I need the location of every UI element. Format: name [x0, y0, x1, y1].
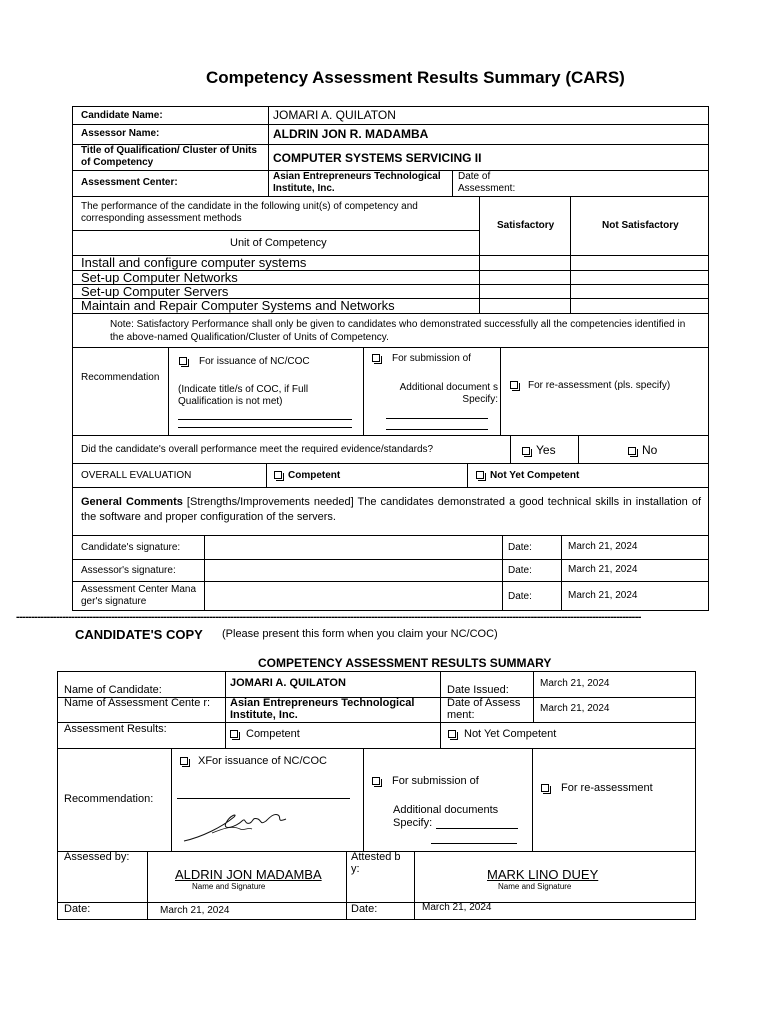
copy-date-value: March 21, 2024 [160, 905, 230, 916]
name-of-candidate-value: JOMARI A. QUILATON [230, 677, 346, 689]
issuance-option[interactable]: For issuance of NC/COC [179, 356, 310, 367]
copy-date-value: March 21, 2024 [422, 902, 492, 913]
checkbox-icon [510, 381, 518, 389]
checkbox-icon [476, 471, 484, 479]
recommendation-label: Recommendation [81, 372, 160, 383]
indicate-note: (Indicate title/s of COC, if Full Qualification is not met) [178, 384, 309, 407]
performance-question: Did the candidate's overall performance meet the required evidence/standards? [81, 444, 434, 455]
reassessment-option[interactable]: For re-assessment (pls. specify) [510, 380, 670, 391]
unit-row: Set-up Computer Servers [81, 284, 229, 299]
copy-additional-documents: Additional documents [393, 804, 499, 816]
date-value: March 21, 2024 [568, 541, 638, 552]
general-comments: General Comments [Strengths/Improvements needed] The candidates demonstrated a good technical skills in installation of the software and proper configuration of the servers. [81, 496, 701, 523]
unit-row: Set-up Computer Networks [81, 270, 238, 285]
candidates-copy-subheading: (Please present this form when you claim your NC/COC) [222, 628, 498, 640]
candidate-name-value: JOMARI A. QUILATON [273, 108, 396, 122]
name-of-candidate-label: Name of Candidate: [64, 684, 162, 696]
date-issued-label: Date Issued: [447, 684, 509, 696]
checkbox-icon [372, 777, 380, 785]
date-of-assessment-label: Date of Assess ment: [447, 697, 521, 721]
assessed-by-label: Assessed by: [64, 851, 130, 863]
name-and-signature-caption: Name and Signature [192, 882, 266, 891]
checkbox-icon [372, 354, 380, 362]
unit-of-competency-header: Unit of Competency [230, 237, 327, 249]
copy-specify-label: Specify: [393, 817, 433, 829]
submission-option[interactable]: For submission of [372, 353, 471, 364]
assessment-center-label: Name of Assessment Cente r: [64, 697, 211, 709]
no-option[interactable]: No [628, 443, 657, 457]
not-yet-competent-option[interactable]: Not Yet Competent [476, 470, 579, 481]
not-satisfactory-header: Not Satisfactory [602, 220, 679, 231]
center-manager-signature-label: Assessment Center Mana ger's signature [81, 584, 197, 607]
assessment-center-label: Assessment Center: [81, 177, 178, 188]
assessment-center-value: Asian Entrepreneurs Technological Institute, Inc. [230, 697, 415, 721]
qualification-value: COMPUTER SYSTEMS SERVICING II [273, 151, 482, 165]
assessor-name-value: ALDRIN JON R. MADAMBA [273, 127, 429, 141]
checkbox-icon [522, 447, 530, 455]
yes-option[interactable]: Yes [522, 443, 556, 457]
copy-recommendation-label: Recommendation: [64, 793, 154, 805]
assessment-results-label: Assessment Results: [64, 723, 167, 735]
attested-by-label: Attested b y: [351, 851, 401, 875]
additional-documents: Additional document s Specify: [399, 382, 498, 405]
date-label: Date: [508, 565, 532, 576]
unit-row: Maintain and Repair Computer Systems and Networks [81, 298, 395, 313]
checkbox-icon [448, 730, 456, 738]
copy-not-yet-competent-option[interactable]: Not Yet Competent [448, 728, 556, 740]
unit-row: Install and configure computer systems [81, 255, 307, 270]
assessor-name: ALDRIN JON MADAMBA [175, 867, 322, 882]
copy-submission-option[interactable]: For submission of [372, 775, 479, 787]
copy-competent-option[interactable]: Competent [230, 728, 300, 740]
candidate-signature-label: Candidate's signature: [81, 542, 181, 553]
attester-name: MARK LINO DUEY [487, 867, 599, 882]
date-of-assessment-value: March 21, 2024 [540, 703, 610, 714]
copy-date-label: Date: [351, 903, 378, 915]
copy-title: COMPETENCY ASSESSMENT RESULTS SUMMARY [258, 656, 552, 670]
cut-line: ------------------------------------------------------------------------------------------------------------------------------------------------------------------------------------------------------------ [16, 611, 641, 623]
copy-date-label: Date: [64, 903, 91, 915]
name-and-signature-caption: Name and Signature [498, 882, 572, 891]
checkbox-icon [180, 757, 188, 765]
signature-image [182, 803, 292, 845]
checkbox-icon [541, 784, 549, 792]
date-value: March 21, 2024 [568, 590, 638, 601]
date-value: March 21, 2024 [568, 564, 638, 575]
satisfactory-header: Satisfactory [497, 220, 555, 231]
checkbox-icon [230, 730, 238, 738]
competent-option[interactable]: Competent [274, 470, 340, 481]
copy-reassessment-option[interactable]: For re-assessment [541, 782, 653, 794]
qualification-label: Title of Qualification/ Cluster of Units of Competency [81, 145, 257, 168]
date-issued-value: March 21, 2024 [540, 678, 610, 689]
candidates-copy-heading: CANDIDATE'S COPY [75, 627, 203, 642]
assessment-center-value: Asian Entrepreneurs Technological Institute, Inc. [273, 171, 441, 194]
date-label: Date: [508, 542, 532, 553]
date-of-assessment-label: Date of Assessment: [458, 171, 516, 194]
copy-issuance-option[interactable]: XFor issuance of NC/COC [180, 755, 327, 767]
checkbox-icon [628, 447, 636, 455]
overall-evaluation-label: OVERALL EVALUATION [81, 470, 192, 481]
assessor-name-label: Assessor Name: [81, 128, 160, 139]
assessor-signature-label: Assessor's signature: [81, 565, 176, 576]
checkbox-icon [274, 471, 282, 479]
page-title: Competency Assessment Results Summary (CARS) [206, 68, 625, 87]
candidate-name-label: Candidate Name: [81, 110, 163, 121]
performance-text: The performance of the candidate in the following unit(s) of competency and corresponding assessment methods [81, 201, 418, 224]
checkbox-icon [179, 357, 187, 365]
note-text: Note: Satisfactory Performance shall only be given to candidates who demonstrated successfully all the competencies identified in the above-named Qualification/Cluster of Units of Competency. [110, 319, 686, 343]
date-label: Date: [508, 591, 532, 602]
